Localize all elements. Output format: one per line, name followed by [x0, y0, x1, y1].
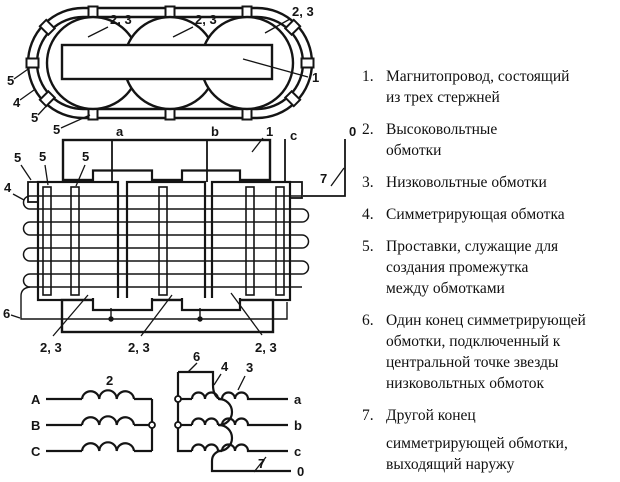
- legend-line: низковольтных обмоток: [386, 375, 544, 392]
- label-windings-3: 2, 3: [292, 4, 314, 19]
- spacer-slot: [71, 187, 79, 295]
- spacer-slot: [159, 187, 167, 295]
- label-spacer-2: 5: [39, 149, 47, 164]
- legend-item-number: 2.: [362, 121, 374, 138]
- label-out-a: a: [294, 392, 302, 407]
- label-phase-A: A: [31, 392, 41, 407]
- legend-item-text: [386, 236, 618, 299]
- legend-item-number: 7.: [362, 407, 374, 424]
- label-fv-windings-1: 2, 3: [40, 340, 62, 355]
- legend-line: Проставки, служащие для: [386, 238, 559, 255]
- bottom-limb-step-1: [93, 298, 152, 310]
- hv-coil-b: [82, 416, 134, 425]
- legend-line: между обмотками: [386, 280, 505, 297]
- spacer-slot: [43, 187, 51, 295]
- core-bar: [62, 45, 272, 79]
- legend-line: обмотки, подключенный к: [386, 333, 561, 350]
- legend-item-number: 5.: [362, 238, 374, 255]
- legend-line: Низковольтные обмотки: [386, 174, 547, 191]
- junction-dot: [197, 316, 202, 321]
- spacer-slot: [276, 187, 284, 295]
- edge-plate-left: [28, 182, 38, 202]
- label-windings-1: 2, 3: [110, 12, 132, 27]
- label-spacer-1: 5: [14, 150, 22, 165]
- legend-item-number: 3.: [362, 174, 374, 191]
- legend-line: центральной точке звезды: [386, 354, 559, 371]
- label-lv-4: 4: [221, 359, 229, 374]
- label-lead-7: 7: [320, 171, 328, 186]
- top-limb-step-1: [93, 171, 152, 183]
- legend-item-number: 4.: [362, 206, 374, 223]
- cross-section-diagram: [7, 4, 319, 137]
- symm-coil-sections: [192, 393, 232, 452]
- lv-schematic: [175, 349, 304, 479]
- label-terminal-c: c: [290, 128, 298, 143]
- legend-item-text: [386, 66, 618, 108]
- spacer: [27, 59, 39, 68]
- spacer-slot: [246, 187, 254, 295]
- legend-line: Высоковольтные: [386, 121, 498, 138]
- hv-coil-c: [82, 442, 134, 451]
- label-spacer-left: 5: [7, 73, 15, 88]
- lv-star-bus: [178, 372, 192, 451]
- hv-phase-a-wire: [46, 390, 152, 399]
- legend-line: создания промежутка: [386, 259, 529, 276]
- legend-item-1: [362, 66, 618, 108]
- legend-line: Магнитопровод, состоящий: [386, 68, 570, 85]
- label-terminal-b: b: [211, 124, 219, 139]
- legend-item-3: [362, 172, 618, 193]
- spacer: [302, 59, 314, 68]
- legend-line: Другой конец: [386, 407, 476, 424]
- label-core-fv: 1: [266, 124, 274, 139]
- label-out-b: b: [294, 418, 302, 433]
- label-out-0: 0: [297, 464, 305, 479]
- legend-item-number: 1.: [362, 68, 374, 85]
- label-star-lead-6: 6: [3, 306, 11, 321]
- legend-item-text: [386, 119, 618, 161]
- legend-item-6: [362, 310, 618, 394]
- legend-line: Один конец симметрирующей: [386, 312, 586, 329]
- lv-top-loop: [178, 372, 220, 399]
- top-limb-step-2: [182, 171, 240, 183]
- label-windings-2: 2, 3: [195, 12, 217, 27]
- junction-dot: [108, 316, 113, 321]
- label-out-c: c: [294, 444, 302, 459]
- label-lv-7: 7: [258, 456, 266, 471]
- legend-item-7: [362, 405, 618, 475]
- label-spacer-bottom: 5: [53, 122, 61, 137]
- front-view-diagram: [3, 124, 356, 355]
- label-hv-winding-2: 2: [106, 373, 114, 388]
- label-spacer-lower-left: 5: [31, 110, 39, 125]
- legend-line: из трех стержней: [386, 89, 500, 106]
- label-fv-windings-2: 2, 3: [128, 340, 150, 355]
- label-lv-3: 3: [246, 360, 254, 375]
- hv-schematic: [31, 373, 155, 459]
- label-spacer-3: 5: [82, 149, 90, 164]
- legend: [362, 66, 618, 482]
- hv-star-point: [149, 422, 155, 428]
- legend-line: обмотки: [386, 142, 442, 159]
- legend-item-5: [362, 236, 618, 299]
- legend-line: выходящий наружу: [386, 456, 515, 473]
- legend-item-text: [386, 405, 618, 475]
- label-symm-winding: 4: [13, 95, 21, 110]
- legend-item-number: 6.: [362, 312, 374, 329]
- lv-junction: [175, 396, 181, 402]
- bottom-limb-step-2: [182, 298, 240, 310]
- legend-item-text: [386, 310, 618, 394]
- lead-7-wire: [212, 451, 291, 471]
- hv-phase-b-wire: [46, 416, 149, 425]
- legend-item-text: [386, 204, 618, 225]
- lead-zero: [303, 139, 345, 196]
- label-phase-B: B: [31, 418, 41, 433]
- lv-junction: [175, 422, 181, 428]
- label-terminal-0: 0: [349, 124, 357, 139]
- hv-phase-c-wire: [46, 442, 152, 451]
- legend-line: симметрирующей обмотки,: [386, 435, 568, 452]
- label-lv-6: 6: [193, 349, 201, 364]
- label-phase-C: C: [31, 444, 41, 459]
- label-terminal-a: a: [116, 124, 124, 139]
- label-core: 1: [312, 70, 320, 85]
- legend-line: Симметрирующая обмотка: [386, 206, 565, 223]
- label-symm-winding-fv: 4: [4, 180, 12, 195]
- hv-coil-a: [82, 390, 134, 399]
- legend-item-4: [362, 204, 618, 225]
- block-spacers: [43, 187, 284, 295]
- legend-item-text: [386, 172, 618, 193]
- label-fv-windings-3: 2, 3: [255, 340, 277, 355]
- legend-item-2: [362, 119, 618, 161]
